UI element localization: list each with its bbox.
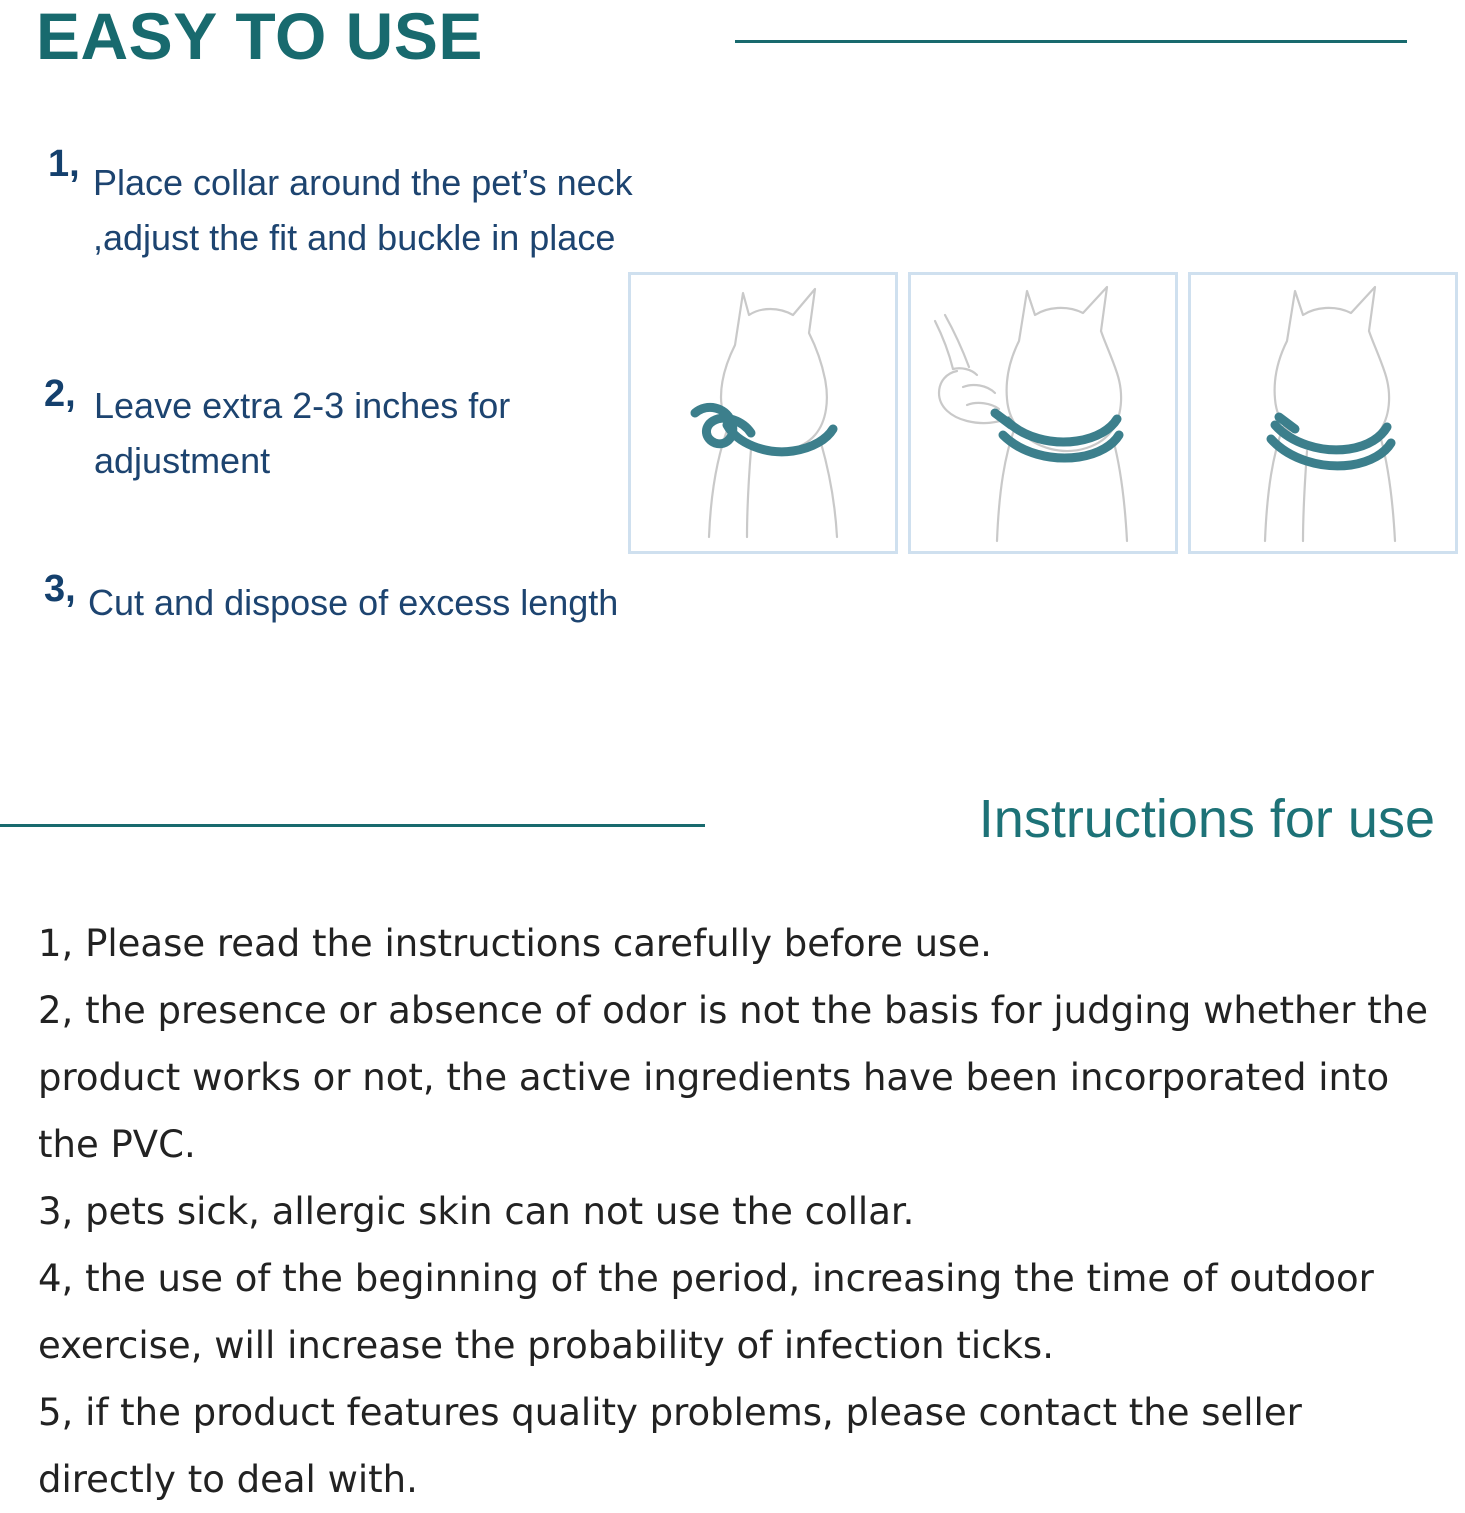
step-3-text: Cut and dispose of excess length bbox=[88, 582, 619, 623]
easy-to-use-heading: EASY TO USE bbox=[36, 0, 483, 73]
instructions-list bbox=[38, 910, 1438, 1513]
instructions-heading: Instructions for use bbox=[978, 789, 1435, 849]
instructions-divider-line bbox=[0, 824, 705, 827]
instruction-line-1: 1, Please read the instructions carefully before use. bbox=[38, 922, 992, 965]
illustration-strip bbox=[628, 272, 1458, 554]
instruction-line-3: 3, pets sick, allergic skin can not use the collar. bbox=[38, 1190, 915, 1233]
illustration-panel-1 bbox=[628, 272, 898, 554]
heading-divider-line bbox=[735, 40, 1407, 43]
cat-wearing-fitted-collar-icon bbox=[1191, 275, 1455, 551]
cat-collar-loose-around-neck-icon bbox=[631, 275, 895, 551]
illustration-panel-2 bbox=[908, 272, 1178, 554]
instruction-line-4: 4, the use of the beginning of the period, increasing the time of outdoor exercise, will increase the probability of infection ticks. bbox=[38, 1257, 1386, 1367]
step-1-text: Place collar around the pet’s neck ,adjust the fit and buckle in place bbox=[93, 162, 633, 258]
instructions-for-use-section bbox=[0, 760, 1465, 1500]
illustration-panel-3 bbox=[1188, 272, 1458, 554]
step-2-text: Leave extra 2-3 inches for adjustment bbox=[94, 385, 511, 481]
hand-buckling-collar-icon bbox=[911, 275, 1175, 551]
step-2-number: 2, bbox=[44, 373, 76, 415]
step-3-number: 3, bbox=[44, 568, 76, 610]
instruction-line-2: 2, the presence or absence of odor is not the basis for judging whether the product works or not, the active ingredients have been incorporated into the PVC. bbox=[38, 989, 1440, 1166]
instruction-line-5: 5, if the product features quality problems, please contact the seller directly to deal with. bbox=[38, 1391, 1314, 1501]
step-1-number: 1, bbox=[48, 143, 80, 185]
